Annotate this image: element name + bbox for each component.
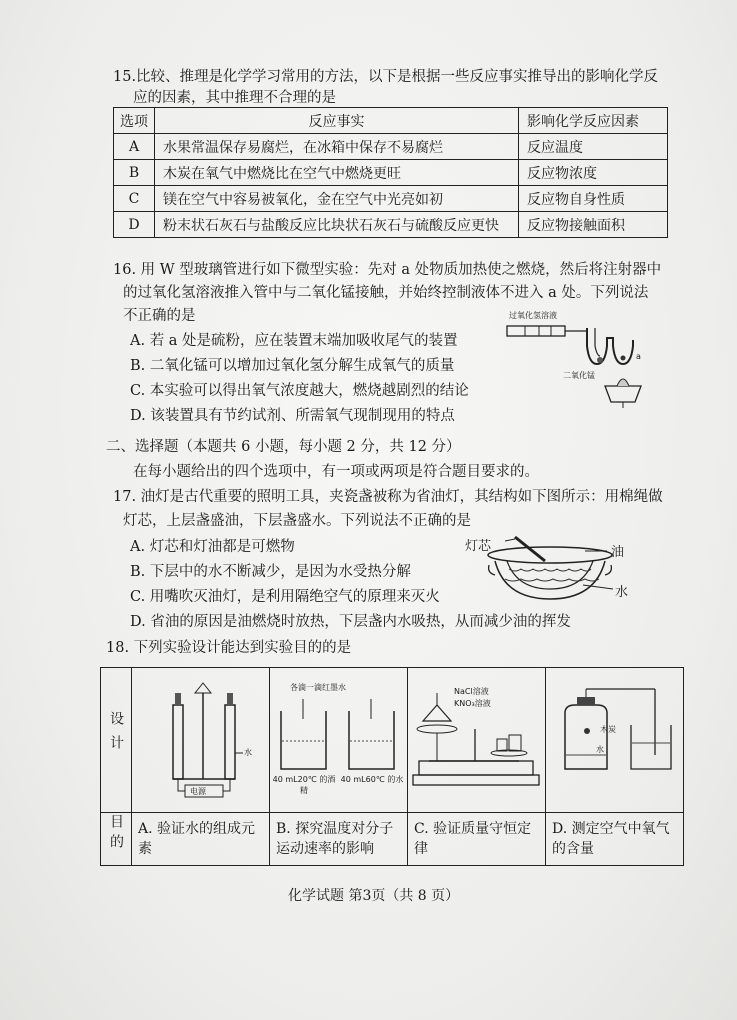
w-tube-apparatus-figure: [505, 306, 675, 410]
q16-stem-line3: 不正确的是: [123, 308, 196, 324]
label-water: 水: [615, 585, 629, 600]
row-factor: 反应温度: [519, 134, 668, 160]
q16-stem-line1: 16. 用 W 型玻璃管进行如下微型实验：先对 a 处物质加热使之燃烧，然后将注射器中: [113, 262, 662, 278]
row-fact: 水果常温保存易腐烂，在冰箱中保存不易腐烂: [155, 134, 519, 160]
q16-option-c: C. 本实验可以得出氧气浓度越大，燃烧越剧烈的结论: [130, 383, 469, 399]
design-row: [101, 668, 684, 813]
label-water: 水: [244, 748, 252, 757]
table-row: [114, 160, 668, 186]
label-oil: 油: [611, 545, 625, 560]
table-row: [114, 134, 668, 160]
row-factor: 反应物浓度: [519, 160, 668, 186]
label-h2o2-solution: 过氧化氢溶液: [509, 311, 557, 320]
row-fact: 木炭在氧气中燃烧比在空气中燃烧更旺: [155, 160, 519, 186]
row-factor: 反应物自身性质: [519, 186, 668, 212]
q17-option-b: B. 下层中的水不断减少，是因为水受热分解: [130, 564, 411, 580]
q15-table: [113, 107, 668, 238]
q16-stem-line2: 的过氧化氢溶液推入管中与二氧化锰接触，并始终控制液体不进入 a 处。下列说法: [123, 285, 649, 301]
header-factor: 影响化学反应因素: [519, 108, 668, 134]
label-kno3-solution: KNO₃溶液: [454, 699, 491, 708]
row-label: B: [114, 160, 155, 186]
design-cell-a: [132, 668, 270, 813]
section-2-instructions: 在每小题给出的四个选项中，有一项或两项是符合题目要求的。: [133, 464, 539, 480]
section-2-title: 二、选择题（本题共 6 小题，每小题 2 分，共 12 分）: [106, 439, 461, 455]
design-cell-c: [408, 668, 546, 813]
page-footer: 化学试题 第3页（共 8 页）: [288, 888, 460, 904]
label-mno2: 二氧化锰: [563, 371, 595, 380]
purpose-a: A. 验证水的组成元素: [132, 813, 270, 866]
purpose-row: [101, 813, 684, 866]
q16-option-b: B. 二氧化锰可以增加过氧化氢分解生成氧气的质量: [130, 358, 455, 374]
label-charcoal: 木炭: [600, 725, 616, 734]
table-row: [114, 186, 668, 212]
design-cell-d: [546, 668, 684, 813]
q17-option-d: D. 省油的原因是油燃烧时放热，下层盏内水吸热，从而减少油的挥发: [130, 614, 571, 630]
q15-stem-line1: 15.比较、推理是化学学习常用的方法，以下是根据一些反应事实推导出的影响化学反: [113, 69, 659, 85]
header-fact: 反应事实: [155, 108, 519, 134]
label-alcohol-20c: 40 mL20℃ 的酒精: [272, 775, 336, 795]
label-water-60c: 40 mL60℃ 的水: [340, 775, 404, 784]
q16-option-d: D. 该装置具有节约试剂、所需氧气现制现用的特点: [130, 408, 455, 424]
label-point-a: a: [636, 352, 641, 361]
oxygen-measurement-drawing: [547, 669, 682, 807]
table-row: [114, 212, 668, 238]
q18-stem: 18. 下列实验设计能达到实验目的的是: [106, 640, 352, 656]
row-fact: 镁在空气中容易被氧化，金在空气中光亮如初: [155, 186, 519, 212]
oil-lamp-figure: [465, 527, 645, 607]
design-row-label: 设计: [101, 668, 132, 813]
q17-stem-line2: 灯芯，上层盏盛油，下层盏盛水。下列说法不正确的是: [123, 513, 471, 529]
header-option: 选项: [114, 108, 155, 134]
table-header-row: [114, 108, 668, 134]
label-power-supply: 电源: [190, 787, 206, 796]
w-tube-drawing: [505, 306, 675, 410]
purpose-b: B. 探究温度对分子运动速率的影响: [270, 813, 408, 866]
row-fact: 粉末状石灰石与盐酸反应比块状石灰石与硫酸反应更快: [155, 212, 519, 238]
q15-stem-line2: 应的因素，其中推理不合理的是: [133, 90, 336, 106]
row-label: A: [114, 134, 155, 160]
purpose-row-label: 目的: [101, 813, 132, 866]
row-label: D: [114, 212, 155, 238]
q18-table: [100, 667, 684, 866]
design-cell-b: [270, 668, 408, 813]
q17-option-c: C. 用嘴吹灭油灯，是利用隔绝空气的原理来灭火: [130, 589, 440, 605]
label-wick: 灯芯: [465, 539, 492, 554]
label-red-ink: 各滴一滴红墨水: [290, 683, 346, 692]
q17-option-a: A. 灯芯和灯油都是可燃物: [130, 539, 295, 555]
purpose-d: D. 测定空气中氧气的含量: [546, 813, 684, 866]
row-label: C: [114, 186, 155, 212]
label-nacl-solution: NaCl溶液: [454, 687, 489, 696]
purpose-c: C. 验证质量守恒定律: [408, 813, 546, 866]
q16-option-a: A. 若 a 处是硫粉，应在装置末端加吸收尾气的装置: [130, 333, 458, 349]
label-water: 水: [596, 745, 604, 754]
row-factor: 反应物接触面积: [519, 212, 668, 238]
q17-stem-line1: 17. 油灯是古代重要的照明工具，夹瓷盏被称为省油灯，其结构如下图所示：用棉绳做: [113, 489, 663, 505]
